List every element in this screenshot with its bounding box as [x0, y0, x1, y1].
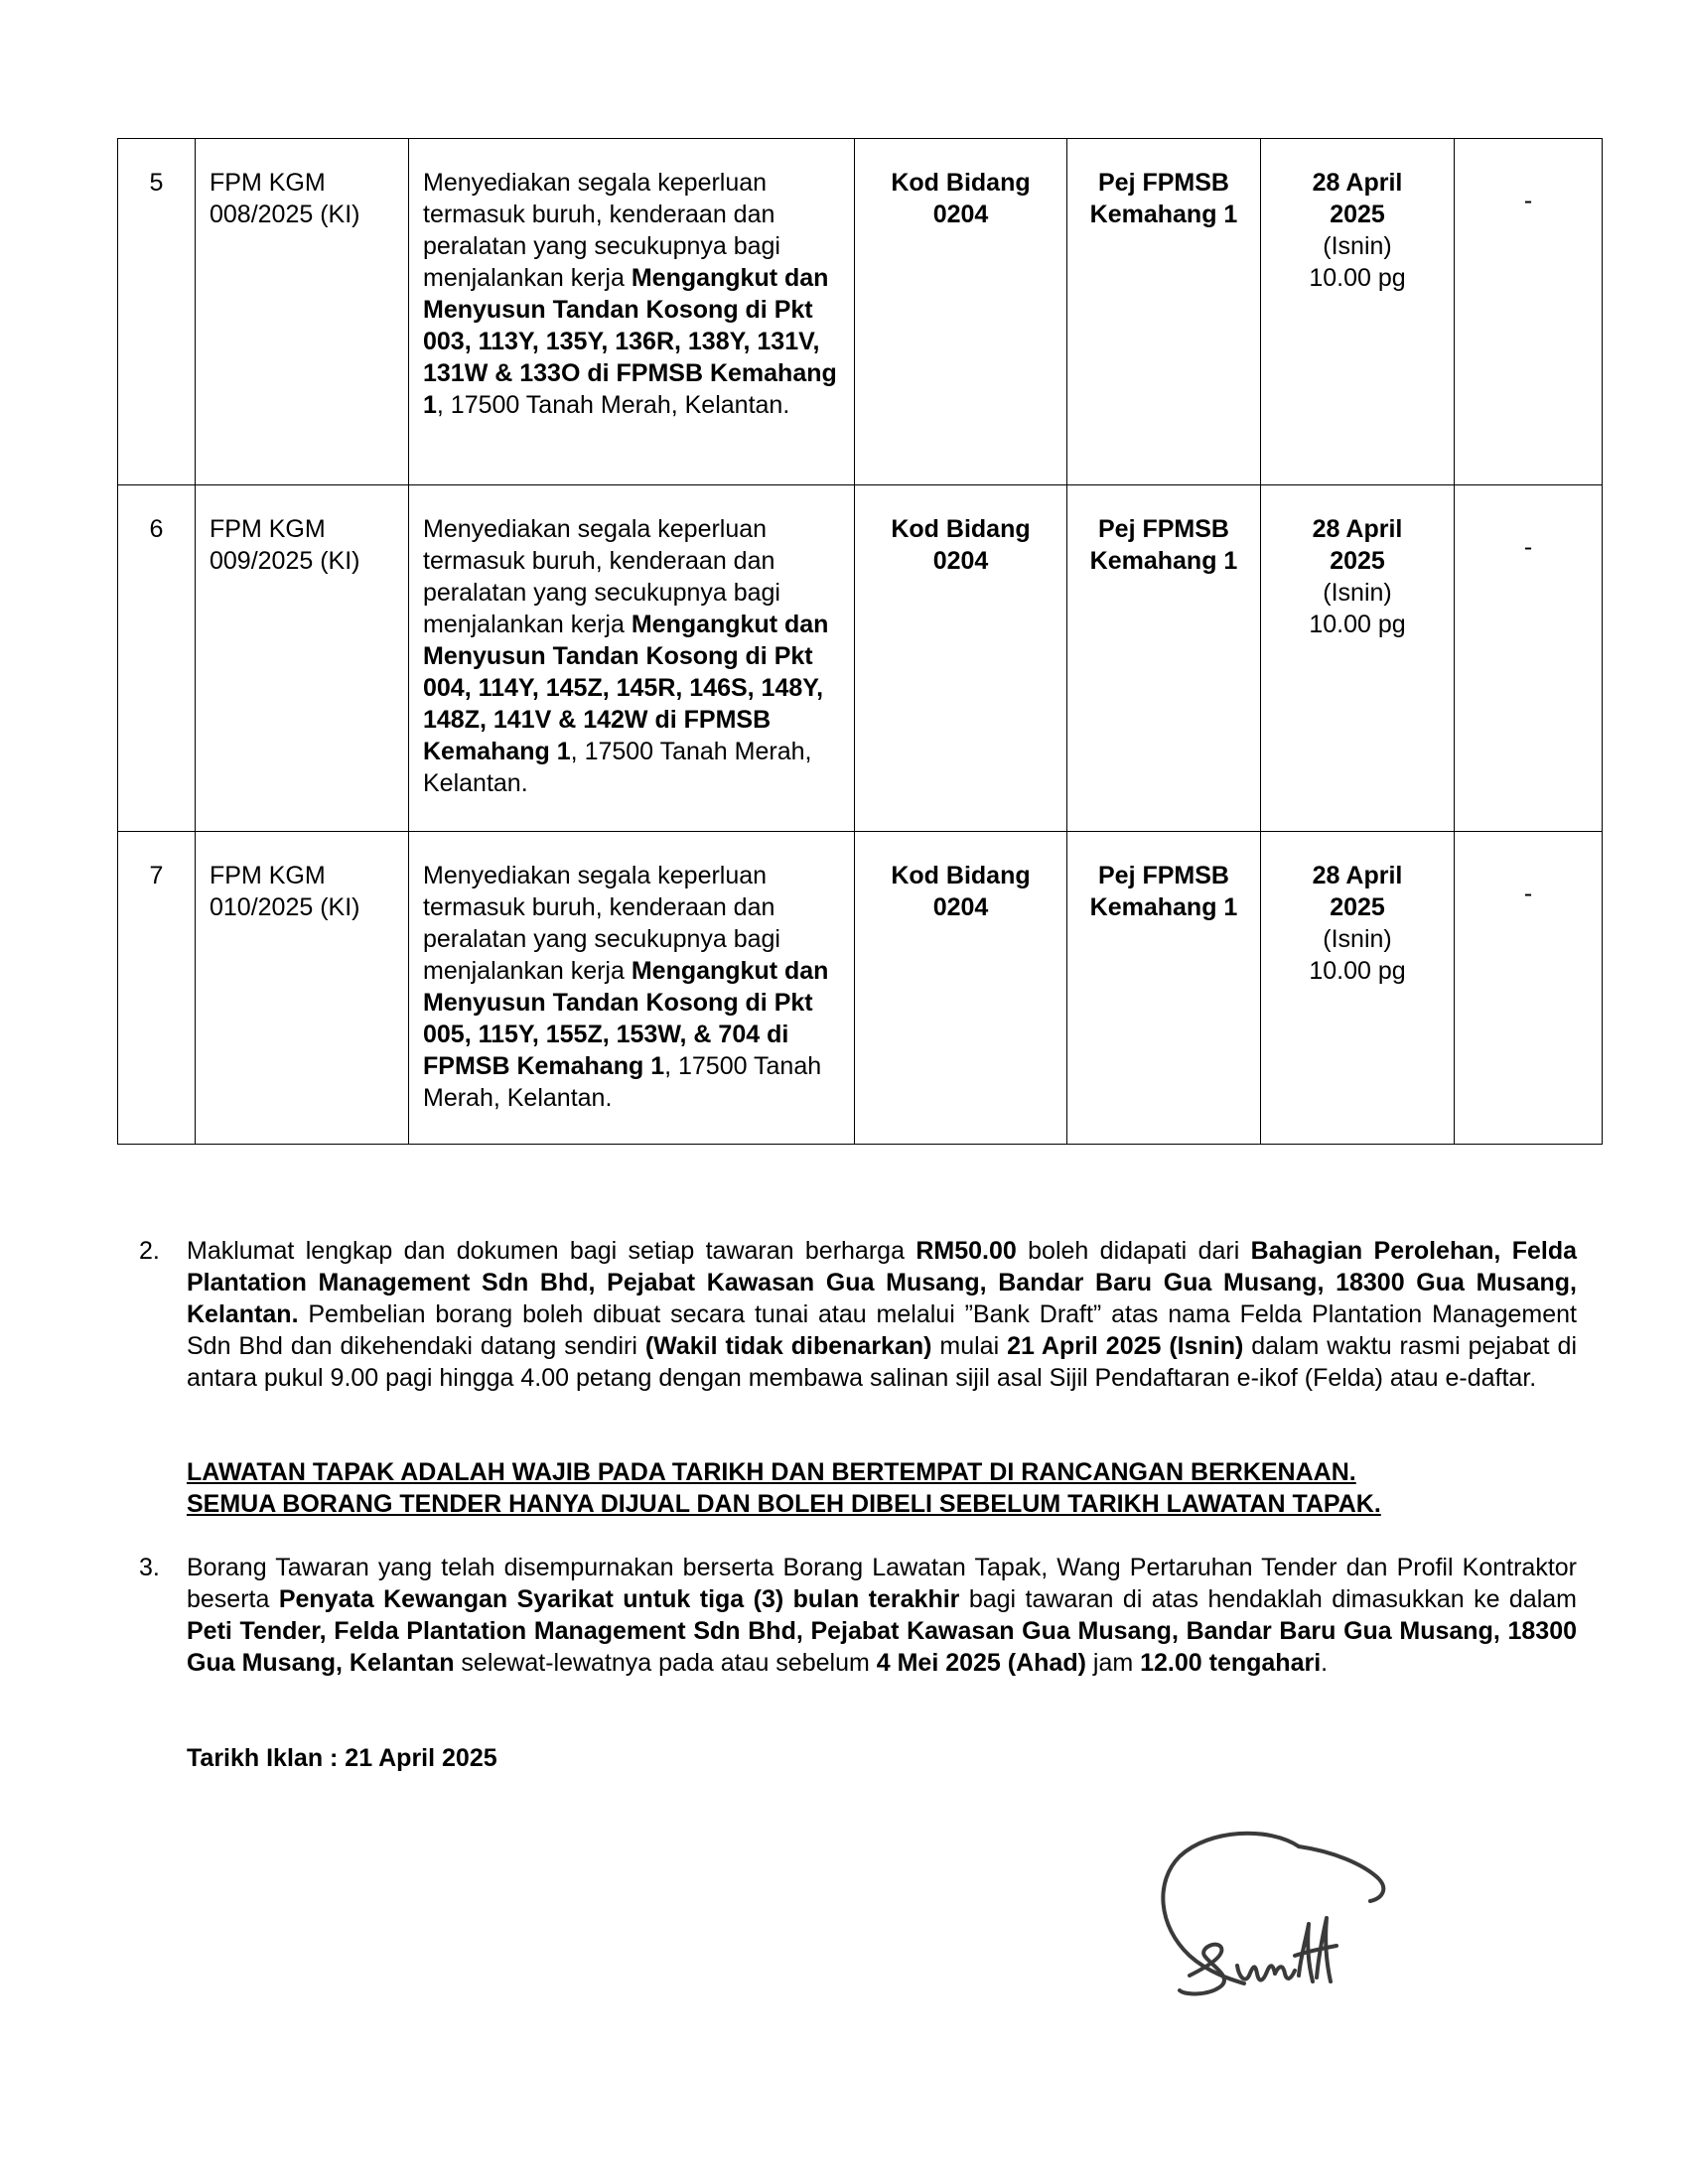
- tender-ref: FPM KGM 008/2025 (KI): [196, 139, 409, 485]
- tender-ref: FPM KGM 009/2025 (KI): [196, 485, 409, 832]
- site-visit-date: 28 April 2025 (Isnin) 10.00 pg: [1261, 139, 1455, 485]
- site-visit-date: 28 April 2025 (Isnin) 10.00 pg: [1261, 485, 1455, 832]
- item-number: 5: [118, 139, 196, 485]
- remark: -: [1455, 485, 1603, 832]
- item-number: 7: [118, 832, 196, 1145]
- paragraph-2: Maklumat lengkap dan dokumen bagi setiap tawaran berharga RM50.00 boleh didapati dari Bahagian Perolehan, Felda Plantation Management Sdn Bhd, Pejabat Kawasan Gua Musang, Bandar Baru Gua Musang, 18300 Gua Musang, Kelantan. Pembelian borang boleh dibuat secara tunai atau melalui ”Bank Draft” atas nama Felda Plantation Management Sdn Bhd dan dikehendaki datang sendiri (Wakil tidak dibenarkan) mulai 21 April 2025 (Isnin) dalam waktu rasmi pejabat di antara pukul 9.00 pagi hingga 4.00 petang dengan membawa salinan sijil asal Sijil Pendaftaran e-ikof (Felda) atau e-daftar.: [187, 1237, 1578, 1392]
- field-code: Kod Bidang 0204: [855, 832, 1067, 1145]
- table-row: [118, 139, 1603, 485]
- paragraph-number: 3.: [139, 1554, 160, 1581]
- signature: [1150, 1807, 1408, 2005]
- site-visit-place: Pej FPMSB Kemahang 1: [1067, 485, 1261, 832]
- tender-table: [117, 138, 1603, 1145]
- tender-description: Menyediakan segala keperluan termasuk buruh, kenderaan dan peralatan yang secukupnya bagi menjalankan kerja Mengangkut dan Menyusun Tandan Kosong di Pkt 005, 115Y, 155Z, 153W, & 704 di FPMSB Kemahang 1, 17500 Tanah Merah, Kelantan.: [409, 832, 855, 1145]
- site-visit-notice: LAWATAN TAPAK ADALAH WAJIB PADA TARIKH DAN BERTEMPAT DI RANCANGAN BERKENAAN. SEMUA BORANG TENDER HANYA DIJUAL DAN BOLEH DIBELI SEBELUM TARIKH LAWATAN TAPAK.: [187, 1458, 1381, 1518]
- field-code: Kod Bidang 0204: [855, 485, 1067, 832]
- item-number: 6: [118, 485, 196, 832]
- tender-description: Menyediakan segala keperluan termasuk buruh, kenderaan dan peralatan yang secukupnya bagi menjalankan kerja Mengangkut dan Menyusun Tandan Kosong di Pkt 003, 113Y, 135Y, 136R, 138Y, 131V, 131W & 133O di FPMSB Kemahang 1, 17500 Tanah Merah, Kelantan.: [409, 139, 855, 485]
- table-row: [118, 832, 1603, 1145]
- tender-ref: FPM KGM 010/2025 (KI): [196, 832, 409, 1145]
- remark: -: [1455, 832, 1603, 1145]
- site-visit-place: Pej FPMSB Kemahang 1: [1067, 139, 1261, 485]
- remark: -: [1455, 139, 1603, 485]
- advertisement-date: Tarikh Iklan : 21 April 2025: [187, 1744, 497, 1772]
- tender-description: Menyediakan segala keperluan termasuk buruh, kenderaan dan peralatan yang secukupnya bagi menjalankan kerja Mengangkut dan Menyusun Tandan Kosong di Pkt 004, 114Y, 145Z, 145R, 146S, 148Y, 148Z, 141V & 142W di FPMSB Kemahang 1, 17500 Tanah Merah, Kelantan.: [409, 485, 855, 832]
- site-visit-place: Pej FPMSB Kemahang 1: [1067, 832, 1261, 1145]
- paragraph-3: Borang Tawaran yang telah disempurnakan berserta Borang Lawatan Tapak, Wang Pertaruhan Tender dan Profil Kontraktor beserta Penyata Kewangan Syarikat untuk tiga (3) bulan terakhir bagi tawaran di atas hendaklah dimasukkan ke dalam Peti Tender, Felda Plantation Management Sdn Bhd, Pejabat Kawasan Gua Musang, Bandar Baru Gua Musang, 18300 Gua Musang, Kelantan selewat-lewatnya pada atau sebelum 4 Mei 2025 (Ahad) jam 12.00 tengahari.: [187, 1554, 1577, 1677]
- table-row: [118, 485, 1603, 832]
- field-code: Kod Bidang 0204: [855, 139, 1067, 485]
- paragraph-number: 2.: [139, 1237, 160, 1265]
- site-visit-date: 28 April 2025 (Isnin) 10.00 pg: [1261, 832, 1455, 1145]
